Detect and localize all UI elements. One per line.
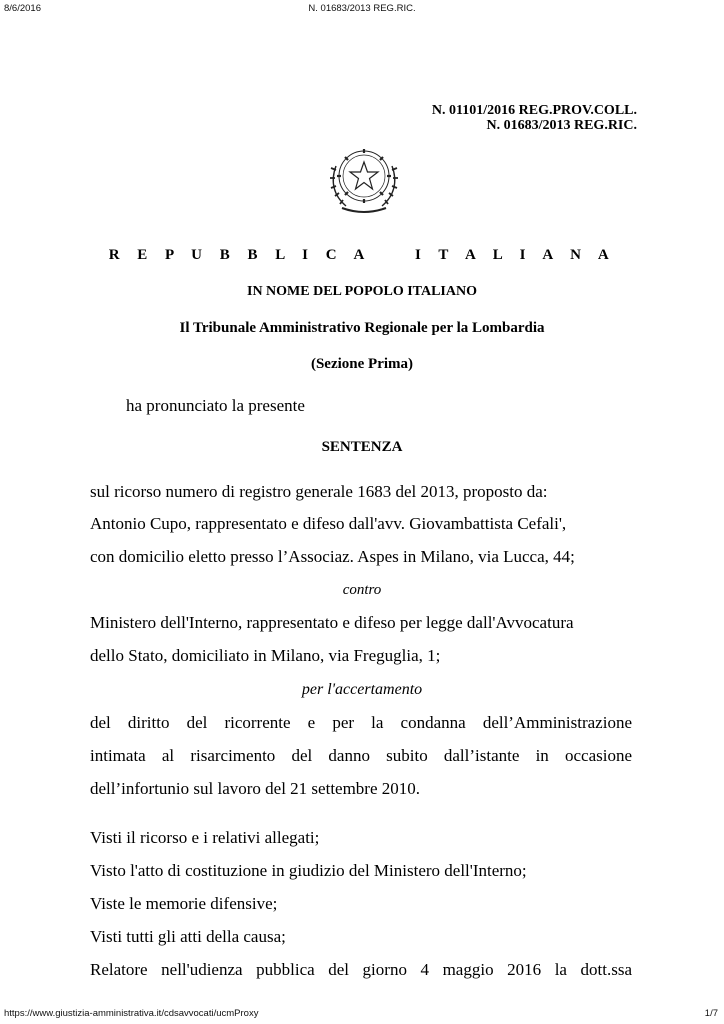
visti-line-3: Viste le memorie difensive;	[90, 894, 278, 913]
italian-republic-emblem-icon	[324, 140, 404, 218]
ricorso-line-3: con domicilio eletto presso l’Associaz. Aspes in Milano, via Lucca, 44;	[90, 547, 575, 566]
print-page-number: 1/7	[704, 1008, 718, 1019]
ministero-line-2: dello Stato, domiciliato in Milano, via Freguglia, 1;	[90, 646, 441, 665]
diritto-line-3: dell’infortunio sul lavoro del 21 settembre 2010.	[90, 779, 421, 798]
sezione-heading: (Sezione Prima)	[310, 356, 414, 372]
pronunciato-text: ha pronunciato la presente	[126, 396, 305, 415]
diritto-line-1: del diritto del ricorrente e per la condanna dell’Amministrazione	[90, 713, 632, 732]
tribunale-heading: Il Tribunale Amministrativo Regionale per la Lombardia	[179, 320, 545, 336]
sentenza-heading: SENTENZA	[321, 439, 403, 455]
print-url: https://www.giustizia-amministrativa.it/cdsavvocati/ucmProxy	[4, 1008, 259, 1019]
print-date: 8/6/2016	[4, 3, 41, 14]
ricorso-line-2: Antonio Cupo, rappresentato e difeso dall'avv. Giovambattista Cefali',	[90, 514, 567, 533]
in-nome-del-popolo-heading: IN NOME DEL POPOLO ITALIANO	[247, 284, 477, 299]
print-title: N. 01683/2013 REG.RIC.	[308, 3, 416, 14]
visti-line-1: Visti il ricorso e i relativi allegati;	[90, 828, 320, 847]
diritto-line-2: intimata al risarcimento del danno subito dall’istante in occasione	[90, 746, 632, 765]
contro-label: contro	[342, 582, 382, 598]
visti-line-4: Visti tutti gli atti della causa;	[90, 927, 286, 946]
registry-numbers	[432, 103, 637, 133]
ministero-line-1: Ministero dell'Interno, rappresentato e difeso per legge dall'Avvocatura	[90, 613, 574, 632]
reg-prov-coll: N. 01101/2016 REG.PROV.COLL.	[431, 103, 637, 118]
ricorso-line-1: sul ricorso numero di registro generale 1683 del 2013, proposto da:	[90, 482, 548, 501]
reg-ric: N. 01683/2013 REG.RIC.	[486, 118, 637, 133]
per-accertamento-label: per l'accertamento	[301, 681, 423, 698]
repubblica-italiana-heading: R E P U B B L I C A I T A L I A N A	[108, 247, 616, 263]
visti-line-2: Visto l'atto di costituzione in giudizio del Ministero dell'Interno;	[90, 861, 527, 880]
visti-line-5: Relatore nell'udienza pubblica del giorno 4 maggio 2016 la dott.ssa	[90, 960, 632, 979]
